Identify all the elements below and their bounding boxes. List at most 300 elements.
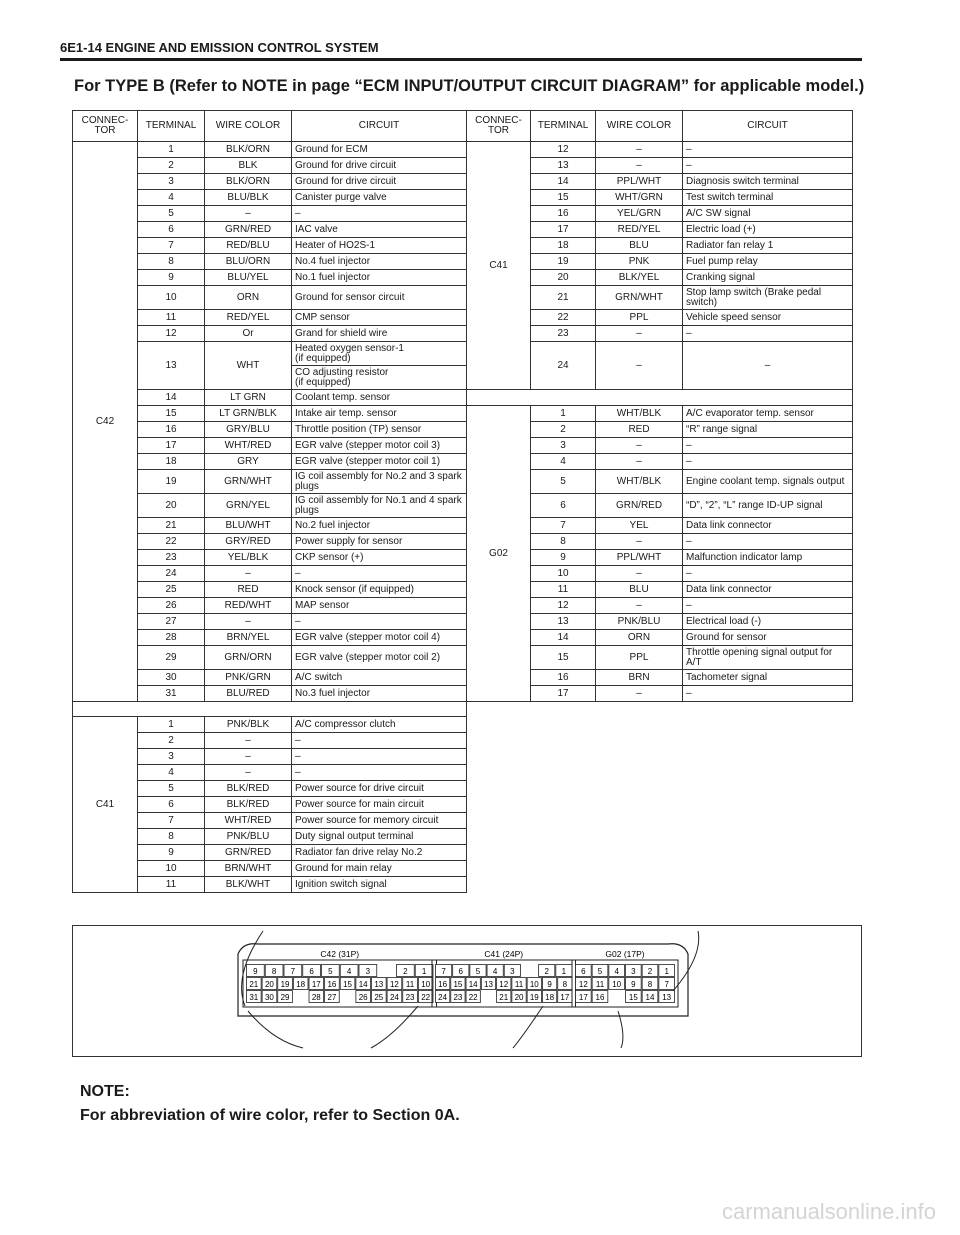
connector-diagram <box>72 925 862 1057</box>
c41-pin-number: 15 <box>453 979 463 989</box>
c42-circuit: No.1 fuel injector <box>292 270 467 286</box>
table-row <box>73 438 853 454</box>
c41-lower-wire-color: BLK/WHT <box>205 877 292 893</box>
g02-circuit: Throttle opening signal output for A/T <box>683 646 853 670</box>
table-row <box>73 717 853 733</box>
c41-right-wire-color: WHT/GRN <box>596 190 683 206</box>
c42-terminal: 26 <box>138 598 205 614</box>
c42-circuit: IG coil assembly for No.2 and 3 spark plugs <box>292 470 467 494</box>
c42-wire-color: – <box>205 206 292 222</box>
c42-pin-number: 29 <box>280 992 290 1002</box>
c42-wire-color: GRN/WHT <box>205 470 292 494</box>
c41-lower-circuit: – <box>292 733 467 749</box>
c42-pin-number: 27 <box>327 992 337 1002</box>
c41-label: C41 (24P) <box>484 949 524 959</box>
c42-wire-color: WHT/RED <box>205 438 292 454</box>
c41-lower-circuit: Ground for main relay <box>292 861 467 877</box>
g02-wire-color: PNK/BLU <box>596 614 683 630</box>
g02-circuit: Ground for sensor <box>683 630 853 646</box>
c41-pin-number: 14 <box>468 979 478 989</box>
c42-pin-number: 23 <box>405 992 415 1002</box>
note-text: For abbreviation of wire color, refer to Section 0A. <box>80 1107 460 1124</box>
empty-cell <box>467 390 853 406</box>
g02-circuit: Electrical load (-) <box>683 614 853 630</box>
leader-line <box>673 931 699 991</box>
c42-wire-color: BLU/WHT <box>205 518 292 534</box>
table-body <box>73 142 853 893</box>
g02-terminal: 8 <box>531 534 596 550</box>
c42-terminal: 6 <box>138 222 205 238</box>
c42-terminal: 15 <box>138 406 205 422</box>
g02-terminal: 3 <box>531 438 596 454</box>
c42-wire-color: – <box>205 566 292 582</box>
g02-circuit: – <box>683 598 853 614</box>
table-row <box>73 286 853 310</box>
col-terminal-2: TERMINAL <box>531 111 596 142</box>
c41-lower-terminal: 1 <box>138 717 205 733</box>
c41-lower-terminal: 8 <box>138 829 205 845</box>
g02-wire-color: RED <box>596 422 683 438</box>
g02-terminal: 11 <box>531 582 596 598</box>
c41-right-terminal: 13 <box>531 158 596 174</box>
g02-terminal: 1 <box>531 406 596 422</box>
c42-circuit: Coolant temp. sensor <box>292 390 467 406</box>
c42-circuit: Ground for drive circuit <box>292 158 467 174</box>
c41-pin-number: 13 <box>484 979 493 989</box>
g02-pin-number: 6 <box>581 966 586 976</box>
c42-pin-number: 15 <box>343 979 353 989</box>
section-title: For TYPE B (Refer to NOTE in page “ECM INPUT/OUTPUT CIRCUIT DIAGRAM” for applicable model.) <box>74 77 865 95</box>
c42-wire-color: RED/BLU <box>205 238 292 254</box>
page-header: 6E1-14 ENGINE AND EMISSION CONTROL SYSTEM <box>60 40 379 55</box>
c42-circuit: Knock sensor (if equipped) <box>292 582 467 598</box>
g02-wire-color: – <box>596 454 683 470</box>
table-row <box>73 646 853 670</box>
c41-pin-number: 12 <box>499 979 509 989</box>
c42-circuit: No.4 fuel injector <box>292 254 467 270</box>
c42-terminal: 30 <box>138 670 205 686</box>
c41-right-terminal: 14 <box>531 174 596 190</box>
c41-right-wire-color: YEL/GRN <box>596 206 683 222</box>
leader-line <box>371 1006 418 1048</box>
c42-circuit: Heater of HO2S-1 <box>292 238 467 254</box>
c41-lower-wire-color: BLK/RED <box>205 781 292 797</box>
c41-right-circuit: Radiator fan relay 1 <box>683 238 853 254</box>
c41-right-circuit: Cranking signal <box>683 270 853 286</box>
g02-wire-color: ORN <box>596 630 683 646</box>
c41-pin-number: 9 <box>547 979 552 989</box>
c42-pin-number: 11 <box>405 979 415 989</box>
c42-circuit: No.2 fuel injector <box>292 518 467 534</box>
leader-line <box>513 1006 543 1048</box>
c42-circuit: Grand for shield wire <box>292 326 467 342</box>
g02-terminal: 4 <box>531 454 596 470</box>
c41-lower-circuit: Ignition switch signal <box>292 877 467 893</box>
c41-right-terminal: 19 <box>531 254 596 270</box>
c42-pin-number: 25 <box>374 992 384 1002</box>
c41-lower-circuit: Power source for memory circuit <box>292 813 467 829</box>
c42-pin-number: 22 <box>421 992 431 1002</box>
c42-pin-number: 12 <box>389 979 399 989</box>
c42-pin-number: 5 <box>328 966 333 976</box>
c42-wire-color: PNK/GRN <box>205 670 292 686</box>
c42-circuit: CMP sensor <box>292 310 467 326</box>
g02-circuit: Engine coolant temp. signals output <box>683 470 853 494</box>
c42-terminal: 25 <box>138 582 205 598</box>
table-row <box>73 614 853 630</box>
g02-pin-number: 5 <box>597 966 603 976</box>
c41-right-wire-color: GRN/WHT <box>596 286 683 310</box>
g02-pin-number: 9 <box>631 979 636 989</box>
c42-wire-color: RED/WHT <box>205 598 292 614</box>
g02-wire-color: BRN <box>596 670 683 686</box>
c41-right-terminal: 16 <box>531 206 596 222</box>
c42-circuit: EGR valve (stepper motor coil 2) <box>292 646 467 670</box>
c41-right-wire-color: – <box>596 142 683 158</box>
table-row <box>73 582 853 598</box>
g02-pin-number: 12 <box>578 979 588 989</box>
c41-right-circuit: Electric load (+) <box>683 222 853 238</box>
c42-label: C42 (31P) <box>320 949 360 959</box>
g02-terminal: 10 <box>531 566 596 582</box>
c42-pin-number: 16 <box>327 979 337 989</box>
c42-wire-color: WHT <box>205 342 292 390</box>
table-row <box>73 342 853 366</box>
g02-wire-color: – <box>596 566 683 582</box>
c41-right-circuit: Fuel pump relay <box>683 254 853 270</box>
c41-pin-number: 19 <box>529 992 539 1002</box>
c41-pin-number: 5 <box>475 966 481 976</box>
c41-pin-number: 1 <box>561 966 567 976</box>
g02-wire-color: – <box>596 686 683 702</box>
c41-lower-terminal: 5 <box>138 781 205 797</box>
table-row <box>73 630 853 646</box>
c42-circuit: EGR valve (stepper motor coil 4) <box>292 630 467 646</box>
c42-wire-color: GRY/BLU <box>205 422 292 438</box>
table-row <box>73 142 853 158</box>
c42-pin-number: 3 <box>365 966 371 976</box>
c41-lower-wire-color: BRN/WHT <box>205 861 292 877</box>
c41-right-circuit: Test switch terminal <box>683 190 853 206</box>
c42-terminal: 5 <box>138 206 205 222</box>
g02-circuit: – <box>683 566 853 582</box>
c41-lower-wire-color: PNK/BLK <box>205 717 292 733</box>
g02-pin-number: 11 <box>595 979 605 989</box>
c41-lower-wire-color: – <box>205 733 292 749</box>
c41-right-wire-color: – <box>596 326 683 342</box>
c41-right-terminal: 20 <box>531 270 596 286</box>
c42-pin-number: 8 <box>271 966 277 976</box>
table-row <box>73 566 853 582</box>
c41-right-wire-color: PNK <box>596 254 683 270</box>
table-row <box>73 326 853 342</box>
table-row <box>73 390 853 406</box>
c42-circuit: – <box>292 614 467 630</box>
c42-circuit: EGR valve (stepper motor coil 1) <box>292 454 467 470</box>
c41-lower-terminal: 6 <box>138 797 205 813</box>
g02-pin-number: 7 <box>664 979 669 989</box>
g02-wire-color: – <box>596 534 683 550</box>
c42-circuit: EGR valve (stepper motor coil 3) <box>292 438 467 454</box>
g02-wire-color: WHT/BLK <box>596 470 683 494</box>
c42-terminal: 17 <box>138 438 205 454</box>
c41-right-circuit: Diagnosis switch terminal <box>683 174 853 190</box>
g02-pin-number: 2 <box>647 966 653 976</box>
g02-circuit: – <box>683 534 853 550</box>
c41-lower-circuit: – <box>292 749 467 765</box>
c42-circuit: CKP sensor (+) <box>292 550 467 566</box>
c41-right-terminal: 23 <box>531 326 596 342</box>
g02-circuit: Malfunction indicator lamp <box>683 550 853 566</box>
col-terminal: TERMINAL <box>138 111 205 142</box>
c41-lower-circuit: Duty signal output terminal <box>292 829 467 845</box>
c41-lower-circuit: Radiator fan drive relay No.2 <box>292 845 467 861</box>
col-connector-2: CONNEC- TOR <box>467 111 531 142</box>
g02-circuit: “R” range signal <box>683 422 853 438</box>
c41-right-wire-color: BLU <box>596 238 683 254</box>
c42-pin-number: 2 <box>403 966 408 976</box>
c41-right-terminal: 12 <box>531 142 596 158</box>
g02-terminal: 9 <box>531 550 596 566</box>
table-row <box>73 190 853 206</box>
c42-terminal: 13 <box>138 342 205 390</box>
table-row <box>73 270 853 286</box>
table-row <box>73 254 853 270</box>
g02-terminal: 12 <box>531 598 596 614</box>
c42-terminal: 24 <box>138 566 205 582</box>
c42-terminal: 11 <box>138 310 205 326</box>
g02-pin-number: 17 <box>578 992 588 1002</box>
g02-wire-color: GRN/RED <box>596 494 683 518</box>
c42-circuit: – <box>292 566 467 582</box>
c42-pin-number: 17 <box>311 979 321 989</box>
g02-pin-number: 8 <box>647 979 653 989</box>
c42-terminal: 1 <box>138 142 205 158</box>
c42-circuit: Intake air temp. sensor <box>292 406 467 422</box>
c42-circuit: No.3 fuel injector <box>292 686 467 702</box>
c41-right-circuit: Stop lamp switch (Brake pedal switch) <box>683 286 853 310</box>
c42-wire-color: BLK <box>205 158 292 174</box>
blank-area <box>467 717 853 893</box>
c42-circuit: A/C switch <box>292 670 467 686</box>
col-circuit-2: CIRCUIT <box>683 111 853 142</box>
connector-diagram-svg <box>73 926 861 1056</box>
c41-lower-terminal: 11 <box>138 877 205 893</box>
c42-terminal: 9 <box>138 270 205 286</box>
table-row <box>73 406 853 422</box>
c42-circuit: IG coil assembly for No.1 and 4 spark plugs <box>292 494 467 518</box>
c41-right-circuit: Vehicle speed sensor <box>683 310 853 326</box>
c42-terminal: 22 <box>138 534 205 550</box>
c41-pin-number: 17 <box>560 992 570 1002</box>
g02-pin-number: 13 <box>662 992 672 1002</box>
c41-right-terminal: 22 <box>531 310 596 326</box>
c42-wire-color: YEL/BLK <box>205 550 292 566</box>
c41-pin-number: 21 <box>499 992 509 1002</box>
c42-pin-number: 1 <box>421 966 427 976</box>
c42-terminal: 31 <box>138 686 205 702</box>
c42-wire-color: – <box>205 614 292 630</box>
g02-circuit: Tachometer signal <box>683 670 853 686</box>
c42-pin-number: 28 <box>311 992 321 1002</box>
c41-right-circuit: – <box>683 142 853 158</box>
c42-circuit: – <box>292 206 467 222</box>
c41-pin-number: 22 <box>468 992 478 1002</box>
g02-circuit: – <box>683 686 853 702</box>
c42-pin-number: 13 <box>374 979 384 989</box>
table-row <box>73 534 853 550</box>
c41-lower-circuit: – <box>292 765 467 781</box>
c42-pin-number: 14 <box>358 979 368 989</box>
c41-right-wire-color: BLK/YEL <box>596 270 683 286</box>
g02-terminal: 16 <box>531 670 596 686</box>
c41-pin-number: 4 <box>492 966 498 976</box>
g02-wire-color: BLU <box>596 582 683 598</box>
table-row <box>73 670 853 686</box>
c42-circuit: Ground for drive circuit <box>292 174 467 190</box>
c42-terminal: 19 <box>138 470 205 494</box>
note-heading: NOTE: <box>80 1083 130 1100</box>
c42-circuit: Heated oxygen sensor-1 (if equipped) <box>292 342 467 366</box>
c41-right-wire-color: – <box>596 342 683 390</box>
table-row <box>73 598 853 614</box>
header-rule <box>60 58 862 61</box>
g02-wire-color: – <box>596 598 683 614</box>
g02-circuit: – <box>683 438 853 454</box>
connector-c42: C42 <box>73 142 138 702</box>
c42-wire-color: BLU/RED <box>205 686 292 702</box>
c42-wire-color: ORN <box>205 286 292 310</box>
c42-circuit: IAC valve <box>292 222 467 238</box>
g02-pin-number: 16 <box>595 992 605 1002</box>
g02-terminal: 6 <box>531 494 596 518</box>
col-wire-color: WIRE COLOR <box>205 111 292 142</box>
c41-pin-number: 11 <box>514 979 524 989</box>
c42-pin-number: 9 <box>253 966 258 976</box>
table-row <box>73 310 853 326</box>
g02-terminal: 2 <box>531 422 596 438</box>
connector-g02: G02 <box>467 406 531 702</box>
c42-terminal: 7 <box>138 238 205 254</box>
g02-terminal: 5 <box>531 470 596 494</box>
g02-pin-number: 4 <box>614 966 619 976</box>
table-row <box>73 454 853 470</box>
g02-circuit: Data link connector <box>683 518 853 534</box>
c42-terminal: 20 <box>138 494 205 518</box>
c41-right-terminal: 21 <box>531 286 596 310</box>
blank-area <box>467 702 853 717</box>
c41-right-terminal: 17 <box>531 222 596 238</box>
c42-circuit: Canister purge valve <box>292 190 467 206</box>
c41-lower-circuit: Power source for main circuit <box>292 797 467 813</box>
c42-circuit: Ground for ECM <box>292 142 467 158</box>
c42-terminal: 18 <box>138 454 205 470</box>
c41-right-terminal: 15 <box>531 190 596 206</box>
c41-lower-wire-color: – <box>205 765 292 781</box>
c42-wire-color: BLU/BLK <box>205 190 292 206</box>
c42-pin-number: 7 <box>290 966 296 976</box>
c41-right-terminal: 18 <box>531 238 596 254</box>
g02-pin-number: 15 <box>628 992 638 1002</box>
c42-wire-color: GRN/RED <box>205 222 292 238</box>
g02-circuit: – <box>683 454 853 470</box>
c41-pin-number: 23 <box>453 992 463 1002</box>
c42-pin-number: 30 <box>264 992 274 1002</box>
connector-c41: C41 <box>467 142 531 390</box>
g02-pin-number: 10 <box>612 979 622 989</box>
col-connector: CONNEC- TOR <box>73 111 138 142</box>
g02-wire-color: YEL <box>596 518 683 534</box>
c41-lower-terminal: 9 <box>138 845 205 861</box>
table-row <box>73 470 853 494</box>
c41-right-circuit: – <box>683 158 853 174</box>
c41-pin-number: 8 <box>562 979 568 989</box>
c42-terminal: 14 <box>138 390 205 406</box>
c42-pin-number: 10 <box>421 979 431 989</box>
c41-pin-number: 18 <box>545 992 555 1002</box>
table-row <box>73 222 853 238</box>
g02-label: G02 (17P) <box>605 949 645 959</box>
c42-pin-number: 18 <box>296 979 306 989</box>
c42-pin-number: 20 <box>264 979 274 989</box>
c41-lower-terminal: 2 <box>138 733 205 749</box>
c42-circuit: Throttle position (TP) sensor <box>292 422 467 438</box>
g02-terminal: 7 <box>531 518 596 534</box>
g02-circuit: “D”, “2”, “L” range ID-UP signal <box>683 494 853 518</box>
g02-pin-number: 3 <box>631 966 636 976</box>
table-row <box>73 494 853 518</box>
c42-wire-color: BLK/ORN <box>205 142 292 158</box>
c42-terminal: 8 <box>138 254 205 270</box>
c42-terminal: 4 <box>138 190 205 206</box>
c41-lower-circuit: A/C compressor clutch <box>292 717 467 733</box>
c42-wire-color: RED <box>205 582 292 598</box>
table-row <box>73 422 853 438</box>
g02-terminal: 13 <box>531 614 596 630</box>
c41-pin-number: 2 <box>544 966 549 976</box>
c42-wire-color: LT GRN <box>205 390 292 406</box>
c42-terminal: 27 <box>138 614 205 630</box>
c42-circuit: Ground for sensor circuit <box>292 286 467 310</box>
c41-lower-wire-color: BLK/RED <box>205 797 292 813</box>
c41-pin-number: 20 <box>514 992 524 1002</box>
c42-wire-color: Or <box>205 326 292 342</box>
c42-circuit: MAP sensor <box>292 598 467 614</box>
c42-terminal: 2 <box>138 158 205 174</box>
c42-pin-number: 26 <box>358 992 368 1002</box>
c42-wire-color: GRY/RED <box>205 534 292 550</box>
c41-lower-terminal: 7 <box>138 813 205 829</box>
c42-terminal: 16 <box>138 422 205 438</box>
c41-pin-number: 3 <box>510 966 515 976</box>
c41-right-circuit: – <box>683 326 853 342</box>
table-row <box>73 550 853 566</box>
table-row <box>73 174 853 190</box>
c41-pin-number: 10 <box>529 979 539 989</box>
c42-wire-color: LT GRN/BLK <box>205 406 292 422</box>
c42-terminal: 29 <box>138 646 205 670</box>
c42-terminal: 10 <box>138 286 205 310</box>
c41-pin-number: 7 <box>441 966 446 976</box>
c41-right-wire-color: PPL <box>596 310 683 326</box>
c41-lower-circuit: Power source for drive circuit <box>292 781 467 797</box>
c42-terminal: 23 <box>138 550 205 566</box>
g02-terminal: 14 <box>531 630 596 646</box>
c42-wire-color: BLU/YEL <box>205 270 292 286</box>
c41-lower-wire-color: – <box>205 749 292 765</box>
c41-pin-number: 16 <box>438 979 448 989</box>
c42-terminal: 3 <box>138 174 205 190</box>
